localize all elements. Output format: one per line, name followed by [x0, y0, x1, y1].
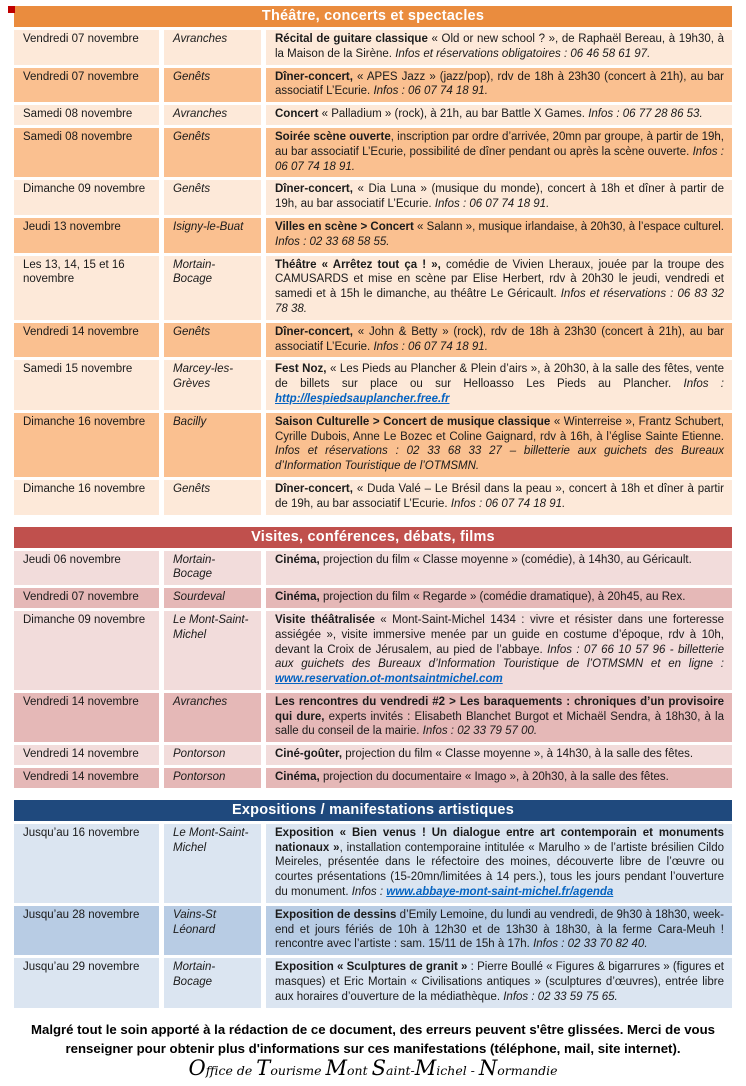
text-segment: Exposition de dessins	[275, 908, 397, 921]
text-segment: T	[256, 1056, 271, 1081]
text-segment: aint-	[386, 1063, 415, 1079]
text-segment: ourisme	[270, 1063, 326, 1079]
event-description	[266, 906, 732, 955]
text-segment: Infos : 02 33 79 57 00.	[422, 725, 538, 738]
text-segment: ffice de	[205, 1063, 257, 1079]
events-table	[14, 30, 732, 515]
event-date: Vendredi 14 novembre	[14, 323, 159, 358]
text-segment: Cinéma,	[275, 771, 320, 784]
text-segment: « Salann », musique irlandaise, à 20h30, à l’espace culturel.	[413, 220, 724, 233]
event-date: Samedi 08 novembre	[14, 105, 159, 125]
text-segment: Infos :	[351, 886, 387, 899]
text-segment: N	[478, 1056, 498, 1081]
event-location: Sourdeval	[164, 588, 261, 608]
event-location: Avranches	[164, 693, 261, 742]
event-location: Vains-St Léonard	[164, 906, 261, 955]
event-description	[266, 588, 732, 608]
text-segment: projection du film « Classe moyenne » (comédie), à 14h30, au Géricault.	[319, 553, 692, 566]
event-description	[266, 180, 732, 215]
event-date: Vendredi 14 novembre	[14, 693, 159, 742]
event-description	[266, 768, 732, 788]
event-date: Vendredi 14 novembre	[14, 768, 159, 788]
event-date: Dimanche 16 novembre	[14, 413, 159, 477]
text-segment: projection du film « Classe moyenne », à 14h30, à la salle des fêtes.	[342, 748, 694, 761]
text-segment: « APES Jazz » (jazz/pop), rdv de 18h à 23h30 (concert à 21h), au bar associatif L’Ecurie.	[275, 70, 724, 98]
event-location: Isigny-le-Buat	[164, 218, 261, 253]
hyperlink[interactable]: www.abbaye-mont-saint-michel.fr/agenda	[386, 886, 614, 899]
event-location: Genêts	[164, 480, 261, 515]
text-segment: Infos : 06 07 74 18 91.	[275, 145, 724, 173]
event-date: Vendredi 07 novembre	[14, 68, 159, 103]
event-location: Pontorson	[164, 768, 261, 788]
event-date: Jusqu’au 28 novembre	[14, 906, 159, 955]
red-corner-mark	[8, 6, 15, 13]
text-segment: ichel -	[436, 1063, 479, 1079]
section-expositions	[14, 800, 732, 1008]
text-segment: d’Emily Lemoine, du lundi au vendredi, de 9h30 à 18h30, week-end et jours fériés de 10h à 12h30 et de 13h30 à 18h30, à la ferme Cara-Meuh ! rencontre avec l’artiste : sam. 15/11 de 15h à 17h.	[275, 908, 725, 951]
section-visites-conferences	[14, 527, 732, 788]
event-date: Samedi 15 novembre	[14, 360, 159, 409]
text-segment: Infos :	[683, 378, 724, 391]
text-segment: Infos et réservations : 02 33 68 33 27 – billetterie aux guichets des Bureaux d’Information Touristique de l’OTMSMN.	[275, 445, 724, 473]
text-segment: Concert	[275, 108, 319, 121]
text-segment: Cinéma,	[275, 553, 320, 566]
text-segment: « Duda Valé – Le Brésil dans la peau », concert à 18h et dîner à partir de 19h, au bar associatif L’Ecurie.	[275, 482, 724, 510]
text-segment: Ciné-goûter,	[275, 748, 343, 761]
event-description	[266, 693, 732, 742]
event-date: Dimanche 09 novembre	[14, 611, 159, 690]
event-location: Bacilly	[164, 413, 261, 477]
text-segment: comédie de Vivien Lheraux, jouée par la troupe des CAMUSARDS et mise en scène par Elise Herbert, rdv à 20h30 le jeudi, vendredi et samedi et à 15h le dimanche, au théâtre Le Géricault.	[275, 258, 724, 301]
event-date: Dimanche 16 novembre	[14, 480, 159, 515]
text-segment: Villes en scène > Concert	[275, 220, 414, 233]
text-segment: Récital de guitare classique	[275, 33, 428, 45]
text-segment: Dîner-concert,	[275, 70, 353, 83]
text-segment: Visite théâtralisée	[275, 613, 375, 626]
hyperlink[interactable]: http://lespiedsauplancher.free.fr	[275, 392, 450, 405]
event-date: Jeudi 06 novembre	[14, 551, 159, 586]
text-segment: « John & Betty » (rock), rdv de 18h à 23h30 (concert à 21h), au bar associatif L’Ecurie.	[275, 325, 724, 353]
text-segment: Infos : 06 07 74 18 91.	[434, 198, 550, 211]
events-table	[14, 824, 732, 1008]
text-segment: Théâtre « Arrêtez tout ça ! »,	[275, 258, 441, 271]
event-description	[266, 360, 732, 409]
disclaimer-text: Malgré tout le soin apporté à la rédaction de ce document, des erreurs peuvent s'être glissées. Merci de vous renseigner pour obtenir plus d'informations sur ces manifestations (téléphone, mail, site internet).	[31, 1021, 715, 1057]
text-segment: « Winterreise », Frantz Schubert, Cyrille Dubois, Anne Le Bozec et Coline Gaignard, rdv à 16h, à l’église Sainte Etienne.	[275, 415, 724, 443]
event-date: Les 13, 14, 15 et 16 novembre	[14, 256, 159, 320]
text-segment: Saison Culturelle > Concert de musique classique	[275, 415, 551, 428]
text-segment: Infos : 07 66 10 57 96 - billetterie aux guichets des Bureaux d’Information Touristique de l’OTMSMN et en ligne :	[275, 643, 725, 671]
text-segment: Infos : 06 07 74 18 91.	[373, 340, 488, 353]
section-title: Théâtre, concerts et spectacles	[14, 6, 732, 27]
hyperlink[interactable]: www.reservation.ot-montsaintmichel.com	[275, 673, 503, 686]
text-segment: projection du film « Regarde » (comédie dramatique), à 20h45, au Rex.	[319, 591, 686, 604]
event-location: Le Mont-Saint-Michel	[164, 824, 261, 903]
event-description	[266, 480, 732, 515]
event-date: Vendredi 07 novembre	[14, 30, 159, 65]
text-segment: O	[188, 1056, 206, 1081]
event-location: Genêts	[164, 128, 261, 177]
text-segment: Infos : 06 07 74 18 91.	[450, 497, 566, 510]
event-location: Mortain-Bocage	[164, 256, 261, 320]
event-location: Genêts	[164, 180, 261, 215]
text-segment: Soirée scène ouverte	[275, 130, 391, 143]
event-date: Jeudi 13 novembre	[14, 218, 159, 253]
text-segment: Infos : 06 07 74 18 91.	[373, 85, 488, 98]
event-description	[266, 68, 732, 103]
section-theatre-concerts	[14, 6, 732, 515]
event-location: Mortain-Bocage	[164, 958, 261, 1007]
text-segment: Infos : 02 33 59 75 65.	[503, 990, 618, 1003]
event-date: Dimanche 09 novembre	[14, 180, 159, 215]
event-date: Vendredi 14 novembre	[14, 745, 159, 765]
event-description	[266, 128, 732, 177]
events-table	[14, 551, 732, 788]
text-segment: : Pierre Boullé « Figures & bigarrures » (figures et masques) et Eric Mortain « Civilisations antiques » (sculptures d’œuvres), entrée libre aux horaires d’ouverture de la médiathèque.	[275, 961, 724, 1003]
text-segment: ont	[347, 1063, 372, 1079]
text-segment: , installation contemporaine intitulée « Marulho » de l’artiste brésilien Cildo Meireles, présentée dans le réfectoire des moines, découverte libre de l’œuvre ou courtes présentations (15-20mn/limitées à 14 pers.), tous les jours pendant l’ouverture du monument.	[275, 841, 724, 899]
text-segment: Infos : 06 77 28 86 53.	[588, 108, 703, 121]
section-title: Visites, conférences, débats, films	[14, 527, 732, 548]
event-location: Marcey-les-Grèves	[164, 360, 261, 409]
text-segment: Dîner-concert,	[275, 183, 353, 196]
text-segment: « Palladium » (rock), à 21h, au bar Battle X Games.	[318, 108, 589, 121]
text-segment: Fest Noz,	[275, 363, 327, 376]
event-date: Jusqu’au 29 novembre	[14, 958, 159, 1007]
text-segment: « Les Pieds au Plancher & Plein d’airs », à 20h30, à la salle des fêtes, vente de billets sur place ou sur Helloasso Les Pieds au Plancher.	[275, 363, 724, 391]
text-segment: M	[414, 1056, 437, 1081]
text-segment: « Old or new school ? », de Raphaël Bereau, à 19h30, à la Maison de la Sirène.	[275, 33, 724, 60]
event-description	[266, 745, 732, 765]
event-location: Le Mont-Saint-Michel	[164, 611, 261, 690]
text-segment: , inscription par ordre d’arrivée, 20mn par groupe, à partir de 19h, au bar associatif L’Ecurie, possibilité de dîner pendant ou après la scène ouverte.	[275, 130, 725, 158]
event-date: Samedi 08 novembre	[14, 128, 159, 177]
text-segment: Infos : 02 33 68 58 55.	[275, 235, 390, 248]
text-segment: Cinéma,	[275, 591, 320, 604]
text-segment: experts invités : Elisabeth Blanchet Burgot et Michaël Sendra, à 18h30, à la salle du conseil de la mairie.	[275, 710, 724, 738]
text-segment: Exposition « Sculptures de granit »	[275, 961, 468, 974]
event-description	[266, 323, 732, 358]
text-segment: « Mont-Saint-Michel 1434 : vivre et résister dans une forteresse assiégée », visite immersive menée par un guide en costume d’époque, rdv à 10h, devant la Croix de Jérusalem, au pied de l’abbaye.	[275, 613, 725, 656]
event-location: Genêts	[164, 323, 261, 358]
text-segment: S	[371, 1056, 386, 1081]
event-date: Vendredi 07 novembre	[14, 588, 159, 608]
event-description	[266, 413, 732, 477]
event-description	[266, 551, 732, 586]
text-segment: ormandie	[497, 1063, 558, 1079]
text-segment: Les rencontres du vendredi #2 > Les baraquements : chroniques d’un provisoire qui dure,	[275, 695, 724, 723]
event-location: Avranches	[164, 30, 261, 65]
event-location: Pontorson	[164, 745, 261, 765]
event-description	[266, 958, 732, 1007]
event-location: Genêts	[164, 68, 261, 103]
text-segment: Dîner-concert,	[275, 325, 353, 338]
event-description	[266, 30, 732, 65]
event-location: Avranches	[164, 105, 261, 125]
event-description	[266, 105, 732, 125]
text-segment: Infos et réservations obligatoires : 06 46 58 61 97.	[395, 47, 651, 60]
text-segment: Exposition « Bien venus ! Un dialogue entre art contemporain et monuments nationaux »	[275, 826, 724, 854]
text-segment: « Dia Luna » (musique du monde), concert à 18h et dîner à partir de 19h, au bar associatif L’Ecurie.	[275, 183, 724, 211]
section-title: Expositions / manifestations artistiques	[14, 800, 732, 821]
event-date: Jusqu’au 16 novembre	[14, 824, 159, 903]
event-description	[266, 611, 732, 690]
event-description	[266, 218, 732, 253]
text-segment: Infos et réservations : 06 83 32 78 38.	[275, 288, 724, 315]
text-segment: projection du documentaire « Imago », à 20h30, à la salle des fêtes.	[319, 771, 669, 784]
event-location: Mortain-Bocage	[164, 551, 261, 586]
text-segment: M	[325, 1056, 348, 1081]
office-tourisme-signature	[14, 1056, 732, 1081]
text-segment: Infos : 02 33 70 82 40.	[533, 938, 648, 951]
event-description	[266, 256, 732, 320]
text-segment: Dîner-concert,	[275, 482, 353, 495]
event-description	[266, 824, 732, 903]
